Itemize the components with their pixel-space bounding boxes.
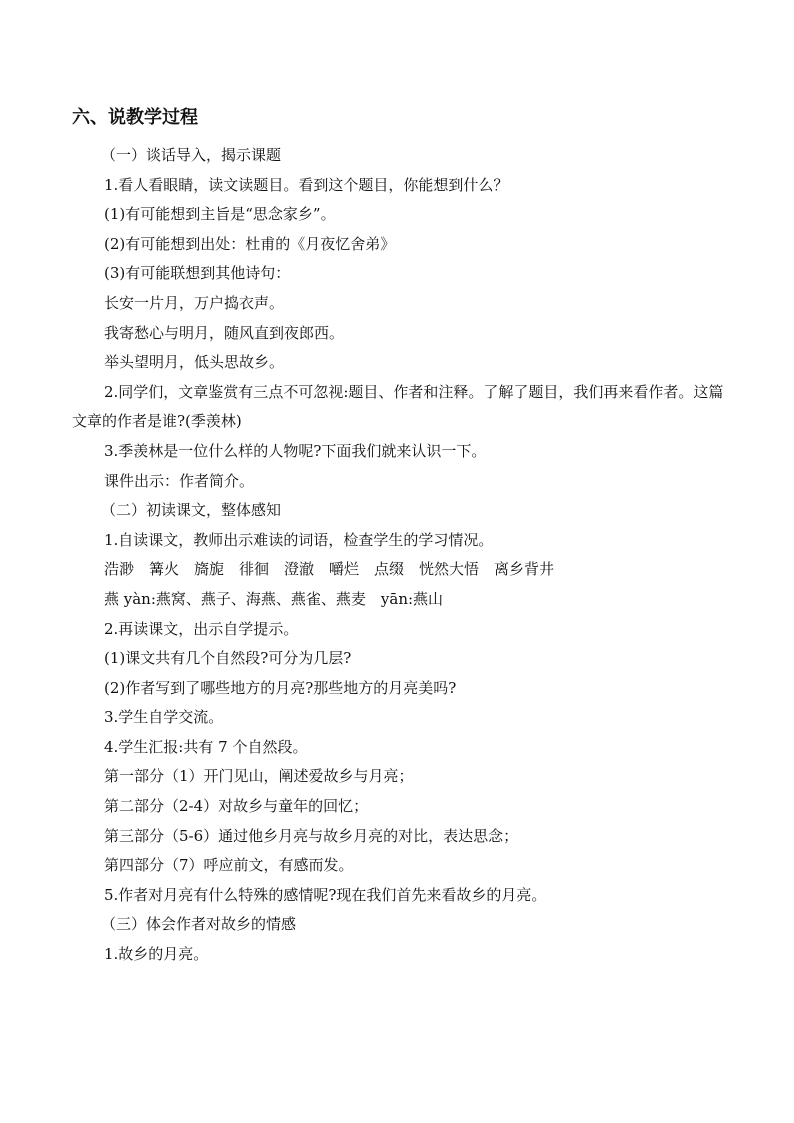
section-heading: 六、说教学过程	[72, 107, 198, 128]
poem-line: 举头望明月，低头思故乡。	[104, 353, 285, 372]
paragraph-line: 1.看人看眼睛，读文读题目。看到这个题目，你能想到什么？	[104, 175, 509, 194]
poem-line: 我寄愁心与明月，随风直到夜郎西。	[104, 323, 345, 342]
paragraph-line: 1.自读课文，教师出示难读的词语，检查学生的学习情况。	[104, 530, 494, 549]
structure-line: 第四部分（7）呼应前文，有感而发。	[104, 856, 354, 875]
paragraph-line: (1)课文共有几个自然段?可分为几层?	[104, 649, 352, 668]
paragraph-line: (2)有可能想到出处：杜甫的《月夜忆舍弟》	[104, 234, 396, 253]
paragraph-line: 3.学生自学交流。	[104, 708, 224, 727]
paragraph-line: 1.故乡的月亮。	[104, 945, 209, 964]
paragraph-wrapped: 2.同学们，文章鉴赏有三点不可忽视:题目、作者和注释。了解了题目，我们再来看作者。这篇文章的作者是谁?(季羡林)	[72, 382, 724, 431]
paragraph-line: (3)有可能联想到其他诗句：	[104, 264, 291, 283]
paragraph-line: 课件出示：作者简介。	[104, 471, 255, 490]
poem-line: 长安一片月，万户捣衣声。	[104, 293, 285, 312]
subsection-heading-3: （三）体会作者对故乡的情感	[101, 915, 297, 934]
structure-line: 第二部分（2-4）对故乡与童年的回忆；	[104, 797, 369, 816]
subsection-heading-1: （一）谈话导入，揭示课题	[101, 146, 282, 164]
paragraph-line: 3.季羡林是一位什么样的人物呢?下面我们就来认识一下。	[104, 441, 487, 460]
paragraph-line: (2)作者写到了哪些地方的月亮?那些地方的月亮美吗?	[104, 678, 457, 697]
pronunciation-line: 燕 yàn:燕窝、燕子、海燕、燕雀、燕麦 yān:燕山	[104, 589, 444, 608]
paragraph-line: (1)有可能想到主旨是“思念家乡”。	[104, 205, 336, 224]
subsection-heading-2: （二）初读课文，整体感知	[101, 501, 282, 520]
structure-line: 第三部分（5-6）通过他乡月亮与故乡月亮的对比，表达思念；	[104, 826, 519, 845]
paragraph-line: 5.作者对月亮有什么特殊的感情呢?现在我们首先来看故乡的月亮。	[104, 885, 547, 904]
document-body	[72, 141, 732, 970]
structure-line: 第一部分（1）开门见山，阐述爱故乡与月亮；	[104, 767, 414, 786]
paragraph-line: 4.学生汇报:共有 7 个自然段。	[104, 737, 308, 756]
paragraph-line: 2.再读课文，出示自学提示。	[104, 619, 299, 638]
vocabulary-line: 浩渺 篝火 旖旎 徘徊 澄澈 嚼烂 点缀 恍然大悟 离乡背井	[104, 560, 555, 579]
